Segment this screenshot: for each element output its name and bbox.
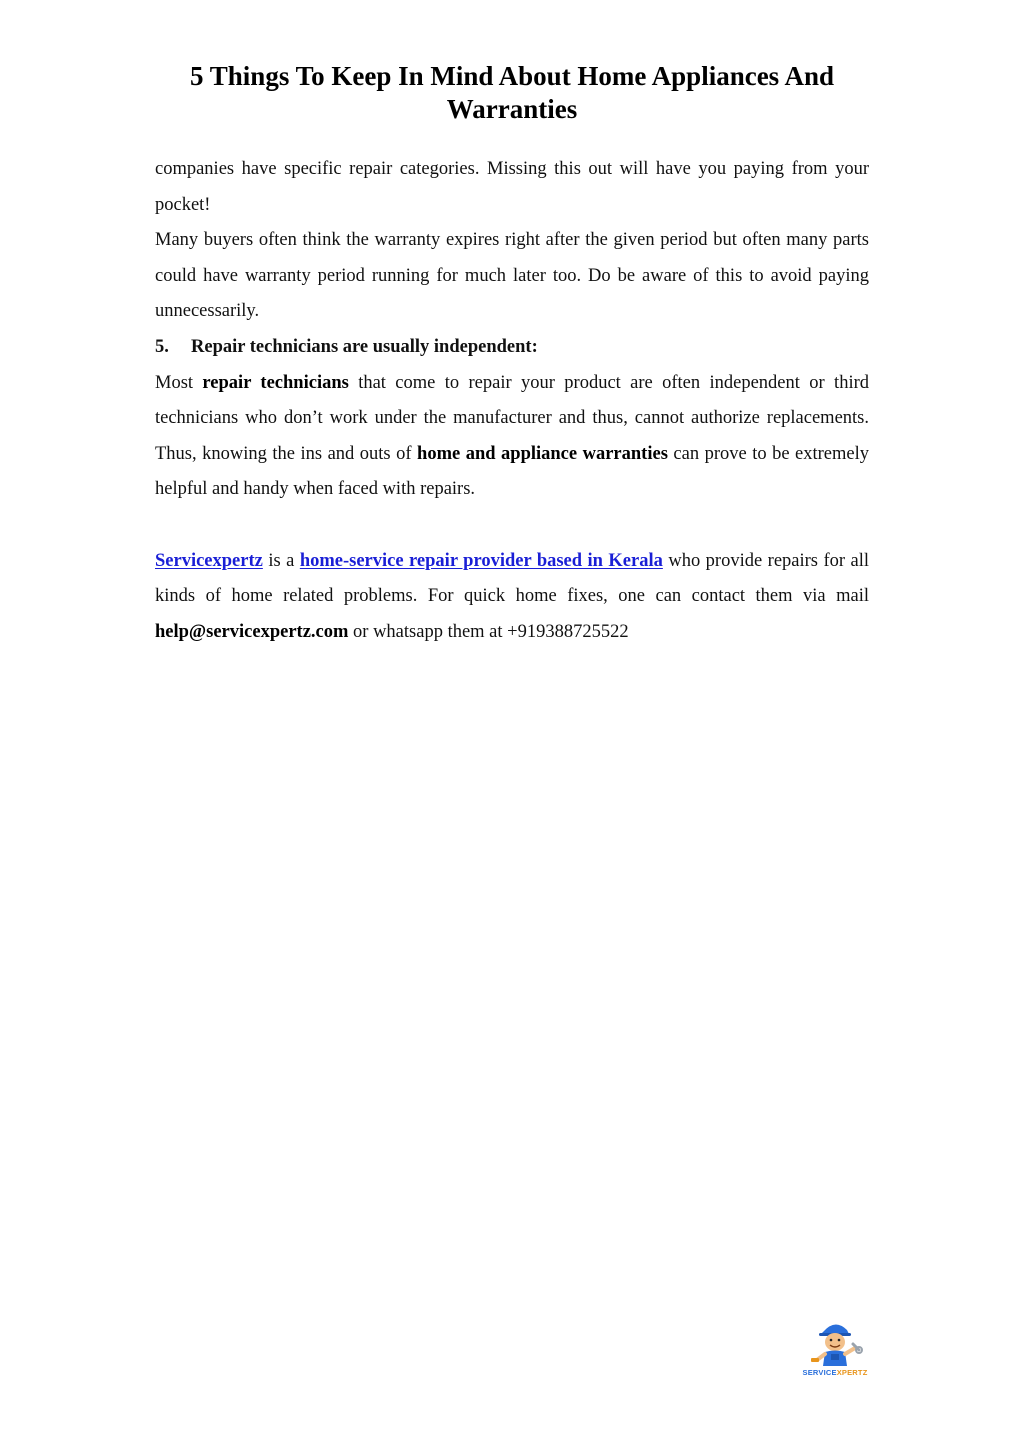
paragraph-spacer <box>155 508 869 544</box>
logo-text-service: SERVICE <box>802 1368 837 1377</box>
paragraph-servicexpertz <box>155 544 869 651</box>
text-segment: that come to repair your product are often independent or third technicians who don’t work under the manufacturer and thus, cannot authorize replacements. Thus, knowing the ins and outs of <box>155 372 869 464</box>
bold-home-appliance-warranties: home and appliance warranties <box>417 443 668 464</box>
bold-repair-technicians: repair technicians <box>202 372 349 393</box>
logo-text-xpertz: XPERTZ <box>836 1368 868 1377</box>
page-title: 5 Things To Keep In Mind About Home Appliances And Warranties <box>190 61 834 124</box>
servicexpertz-link[interactable]: Servicexpertz <box>155 550 263 571</box>
email-address: help@servicexpertz.com <box>155 621 349 642</box>
document-body <box>155 152 869 650</box>
paragraph-repair-categories: companies have specific repair categories. Missing this out will have you paying from your pocket! <box>155 159 869 215</box>
home-service-provider-link[interactable]: home-service repair provider based in Kerala <box>299 550 663 571</box>
section-heading-5 <box>155 330 869 366</box>
section-number: 5. <box>155 336 169 357</box>
text-segment: who provide repairs for all kinds of home related problems. For quick home fixes, one can contact them via mail <box>155 550 869 607</box>
text-segment: or whatsapp them at +919388725522 <box>348 621 629 642</box>
section-heading-text: Repair technicians are usually independent: <box>191 336 538 357</box>
logo-wordmark <box>801 1368 869 1377</box>
paragraph-warranty-period: Many buyers often think the warranty expires right after the given period but often many parts could have warranty period running for much later too. Do be aware of this to avoid paying unnecessarily. <box>155 230 869 322</box>
text-segment: Most <box>155 372 203 393</box>
text-segment: is a <box>262 550 300 571</box>
paragraph-technicians <box>155 366 869 508</box>
text-segment: can prove to be extremely helpful and handy when faced with repairs. <box>155 443 870 500</box>
servicexpertz-logo <box>801 1316 869 1384</box>
repairman-mascot-icon <box>801 1316 869 1368</box>
